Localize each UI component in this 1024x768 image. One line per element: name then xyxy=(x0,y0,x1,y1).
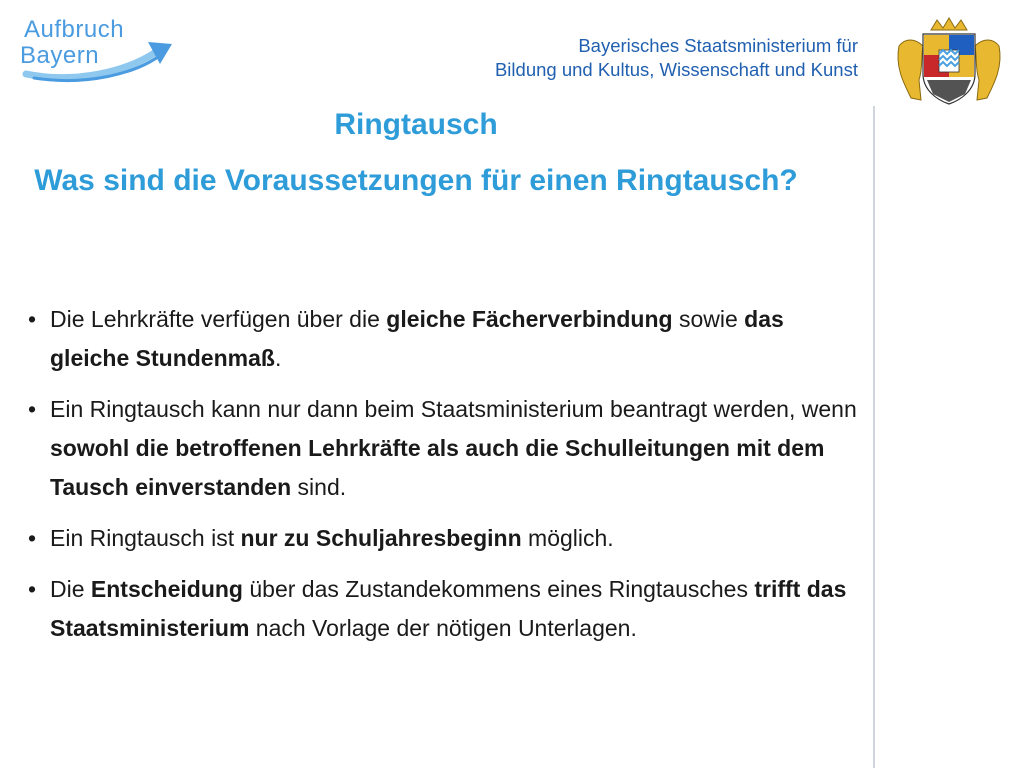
ministry-line-1: Bayerisches Staatsministerium für xyxy=(578,35,858,56)
logo-text-aufbruch: Aufbruch xyxy=(24,16,125,43)
bullet-text: über das Zustandekommens eines Ringtausches xyxy=(242,576,755,602)
bullet-bold-text: gleiche Fächerverbindung xyxy=(386,306,673,332)
bavarian-coat-of-arms-icon xyxy=(893,16,1005,108)
slide-subtitle: Was sind die Voraussetzungen für einen Ringtausch? xyxy=(34,164,798,197)
bullet-text: sowie xyxy=(672,306,745,332)
logo-text-bayern: Bayern xyxy=(20,42,100,69)
slide-title: Ringtausch xyxy=(334,108,498,141)
bullet-item xyxy=(28,519,868,558)
bullet-text: . xyxy=(274,345,282,371)
bullet-text: nötigen Unterlagen. xyxy=(436,615,637,641)
bullet-text: Ein Ringtausch ist xyxy=(50,525,241,551)
bullet-text: möglich. xyxy=(521,525,614,551)
bullet-bold-text: Entscheidung xyxy=(90,576,243,602)
bullet-item xyxy=(28,300,868,378)
bullet-text: Die xyxy=(50,576,91,602)
ministry-line-2: Bildung und Kultus, Wissenschaft und Kunst xyxy=(494,59,858,80)
bullet-bold-text: das gleiche Stundenmaß xyxy=(50,306,784,371)
bullet-item xyxy=(28,570,868,648)
bullet-item xyxy=(28,390,868,507)
aufbruch-bayern-logo xyxy=(16,14,186,88)
bullet-bold-text: nur zu Schuljahresbeginn xyxy=(240,525,522,551)
bullet-list xyxy=(28,300,868,660)
bullet-bold-text: trifft das Staatsministerium xyxy=(50,576,847,641)
content-divider-line xyxy=(873,106,875,768)
bullet-text: nach Vorlage der xyxy=(249,615,437,641)
bullet-text: Die Lehrkräfte verfügen über die xyxy=(50,306,387,332)
bullet-bold-text: sowohl die betroffenen Lehrkräfte als auch die Schulleitungen mit dem Tausch einverstanden xyxy=(50,435,825,500)
bullet-text: sind. xyxy=(291,474,347,500)
ministry-name xyxy=(495,34,858,82)
bullet-text: Ein Ringtausch kann nur dann beim Staatsministerium beantragt werden, wenn xyxy=(50,396,857,422)
